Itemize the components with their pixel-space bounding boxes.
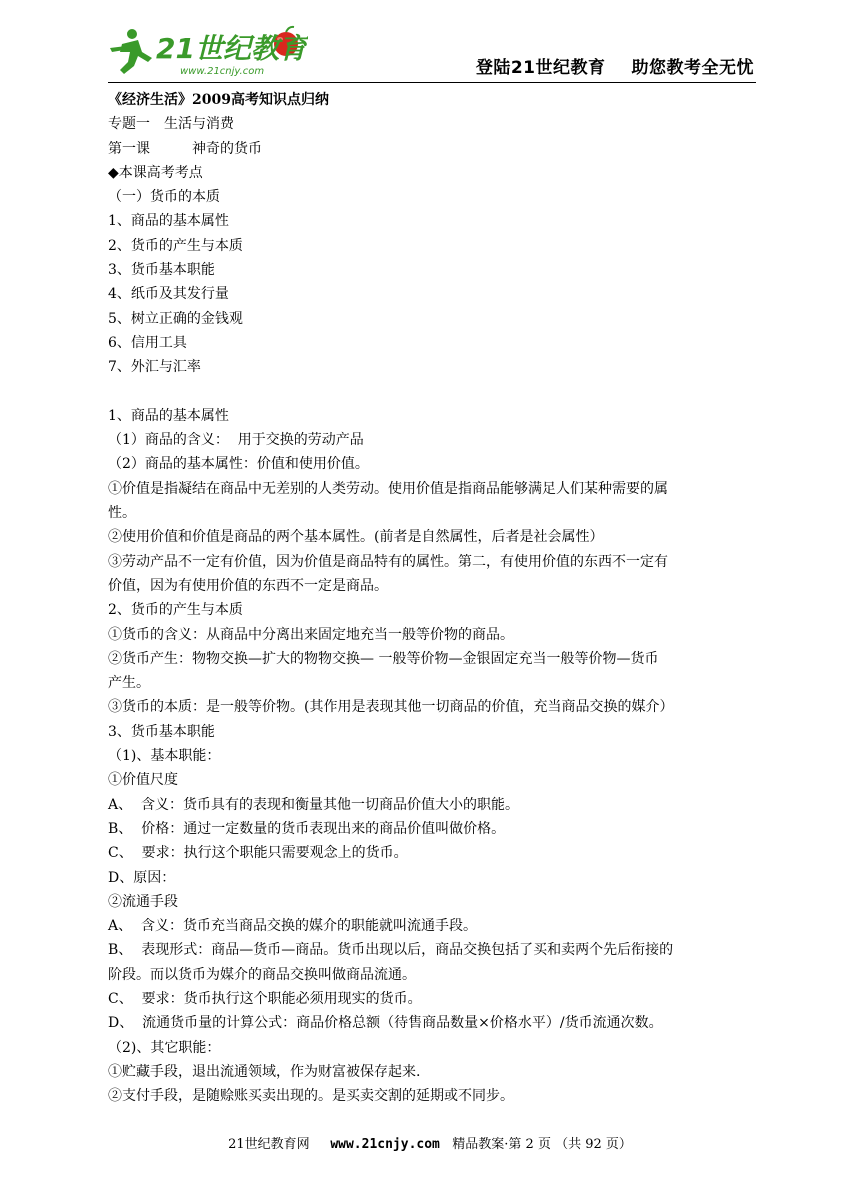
text-line: ①价值是指凝结在商品中无差别的人类劳动。使用价值是指商品能够满足人们某种需要的属 (108, 480, 668, 497)
text-line: C、 要求：货币执行这个职能必须用现实的货币。 (108, 990, 422, 1007)
header-slogan (476, 53, 754, 78)
text-line: 3、货币基本职能 (108, 262, 215, 279)
text-line: ②货币产生：物物交换—扩大的物物交换— 一般等价物—金银固定充当一般等价物—货币 (108, 650, 659, 667)
text-line: ①价值尺度 (108, 772, 178, 789)
text-line: 2、货币的产生与本质 (108, 602, 243, 619)
text-line: D、原因： (108, 869, 176, 886)
text-line: 7、外汇与汇率 (108, 359, 201, 376)
page-footer (0, 1136, 860, 1154)
text-line: ◆本课高考考点 (108, 164, 203, 181)
running-man-icon (110, 29, 152, 74)
logo-21cnjy (108, 22, 308, 80)
text-line: 价值，因为有使用价值的东西不一定是商品。 (108, 577, 388, 594)
text-line: ③劳动产品不一定有价值，因为价值是商品特有的属性。第二，有使用价值的东西不一定有 (108, 553, 668, 570)
text-line (108, 380, 758, 404)
text-line: 第一课 神奇的货币 (108, 140, 262, 157)
text-line: 5、树立正确的金钱观 (108, 310, 243, 327)
page-header (108, 22, 756, 83)
text-line: ②流通手段 (108, 893, 178, 910)
slogan-help: 助您教考全无忧 (631, 58, 754, 78)
text-line: （1）商品的含义： 用于交换的劳动产品 (108, 432, 364, 449)
text-line: 1、商品的基本属性 (108, 407, 229, 424)
text-line: （2)、其它职能： (108, 1039, 221, 1056)
text-line: ②支付手段，是随赊账买卖出现的。是买卖交割的延期或不同步。 (108, 1088, 514, 1105)
logo-url: www.21cnjy.com (180, 66, 265, 77)
text-line: A、 含义：货币充当商品交换的媒介的职能就叫流通手段。 (108, 918, 478, 935)
text-line: A、 含义：货币具有的表现和衡量其他一切商品价值大小的职能。 (108, 796, 520, 813)
text-line: 阶段。而以货币为媒介的商品交换叫做商品流通。 (108, 966, 416, 983)
text-line: ③货币的本质：是一般等价物。(其作用是表现其他一切商品的价值，充当商品交换的媒介） (108, 699, 674, 716)
text-line: （1)、基本职能： (108, 748, 221, 765)
text-line: 1、商品的基本属性 (108, 213, 229, 230)
text-line: （2）商品的基本属性：价值和使用价值。 (108, 456, 369, 473)
text-line: 专题一 生活与消费 (108, 116, 234, 133)
text-line: 性。 (108, 505, 136, 522)
text-line: B、 价格：通过一定数量的货币表现出来的商品价值叫做价格。 (108, 820, 506, 837)
logo-text: 21世纪教育 (156, 32, 307, 65)
text-line: （一）货币的本质 (108, 189, 220, 206)
text-line: 3、货币基本职能 (108, 723, 215, 740)
text-line: C、 要求：执行这个职能只需要观念上的货币。 (108, 845, 408, 862)
footer-page-info: 精品教案·第 2 页 （共 92 页） (452, 1137, 632, 1152)
text-line: 产生。 (108, 675, 150, 692)
footer-site-url[interactable]: www.21cnjy.com (330, 1137, 440, 1152)
footer-site-name: 21世纪教育网 (228, 1137, 310, 1152)
text-line: 6、信用工具 (108, 334, 187, 351)
text-line: 4、纸币及其发行量 (108, 286, 229, 303)
text-line: D、 流通货币量的计算公式：商品价格总额（待售商品数量×价格水平）/货币流通次数。 (108, 1015, 663, 1032)
document-body (108, 88, 758, 1108)
document-title: 《经济生活》2009高考知识点归纳 (108, 92, 329, 108)
text-line: ①货币的含义：从商品中分离出来固定地充当一般等价物的商品。 (108, 626, 514, 643)
text-line: 2、货币的产生与本质 (108, 237, 243, 254)
slogan-login: 登陆21世纪教育 (475, 58, 606, 78)
text-line: ①贮藏手段，退出流通领域，作为财富被保存起来. (108, 1063, 421, 1080)
text-line: ②使用价值和价值是商品的两个基本属性。(前者是自然属性，后者是社会属性） (108, 529, 604, 546)
text-line: B、 表现形式：商品—货币—商品。货币出现以后，商品交换包括了买和卖两个先后衔接的 (108, 942, 674, 959)
